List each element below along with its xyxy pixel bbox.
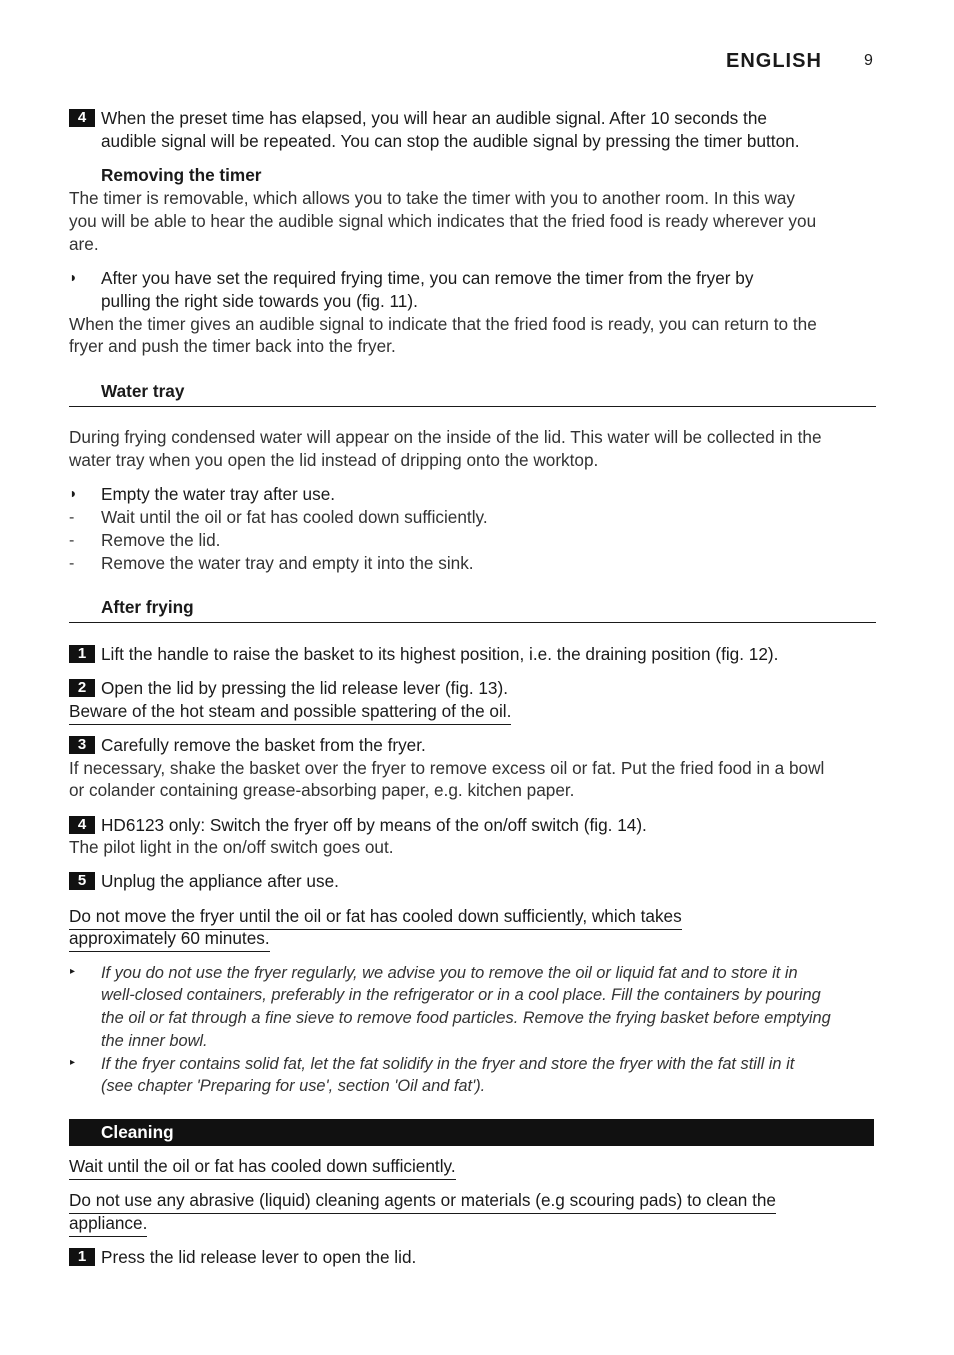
paragraph-line: The pilot light in the on/off switch goes out. <box>69 837 394 857</box>
paragraph-line: During frying condensed water will appear on the inside of the lid. This water will be collected in the <box>69 427 822 447</box>
dash-item: Remove the water tray and empty it into the sink. <box>101 553 474 573</box>
step-text: Open the lid by pressing the lid release lever (fig. 13). <box>101 678 508 698</box>
dash-item: Wait until the oil or fat has cooled down sufficiently. <box>101 507 488 527</box>
step-text: audible signal will be repeated. You can stop the audible signal by pressing the timer button. <box>101 131 800 151</box>
paragraph-line: are. <box>69 234 99 254</box>
paragraph-line: The timer is removable, which allows you to take the timer with you to another room. In this way <box>69 188 796 208</box>
warning-underlined: approximately 60 minutes. <box>69 927 270 952</box>
section-heading-after-frying: After frying <box>101 597 194 617</box>
tip-text: If the fryer contains solid fat, let the fat solidify in the fryer and store the fryer with the fat still in it <box>101 1055 795 1073</box>
section-heading-water-tray: Water tray <box>101 381 185 401</box>
paragraph-line: or colander containing grease-absorbing paper, e.g. kitchen paper. <box>69 780 575 800</box>
tip-text: the oil or fat through a fine sieve to remove food particles. Remove the frying basket before emptying <box>101 1009 831 1027</box>
step-number-badge: 1 <box>69 1248 95 1266</box>
dash-icon: - <box>69 555 75 572</box>
tip-icon: ▸ <box>70 1057 76 1068</box>
header-language: ENGLISH <box>726 50 822 72</box>
dash-item: Remove the lid. <box>101 530 221 550</box>
step-number-badge: 4 <box>69 816 95 834</box>
paragraph-line: water tray when you open the lid instead of dripping onto the worktop. <box>69 450 599 470</box>
step-text: When the preset time has elapsed, you will hear an audible signal. After 10 seconds the <box>101 108 767 128</box>
warning-underlined: Do not move the fryer until the oil or fat has cooled down sufficiently, which takes <box>69 905 682 930</box>
step-text: Carefully remove the basket from the fryer. <box>101 735 426 755</box>
dash-icon: - <box>69 509 75 526</box>
warning-text <box>69 1155 456 1180</box>
warning-text <box>69 927 270 952</box>
warning-underlined: appliance. <box>69 1212 147 1237</box>
paragraph-line: fryer and push the timer back into the fryer. <box>69 336 396 356</box>
bullet-icon: ◗ <box>69 485 78 501</box>
step-number-badge: 3 <box>69 736 95 754</box>
tip-icon: ▸ <box>70 966 76 977</box>
warning-text <box>69 700 511 725</box>
step-number-badge: 2 <box>69 679 95 697</box>
bullet-text: Empty the water tray after use. <box>101 484 336 504</box>
section-heading-cleaning: Cleaning <box>101 1122 174 1142</box>
step-text: Press the lid release lever to open the lid. <box>101 1247 417 1267</box>
warning-text <box>69 1189 776 1214</box>
step-text: Lift the handle to raise the basket to its highest position, i.e. the draining position (fig. 12). <box>101 644 779 664</box>
warning-underlined: Beware of the hot steam and possible spattering of the oil. <box>69 700 511 725</box>
bullet-text: After you have set the required frying time, you can remove the timer from the fryer by <box>101 268 754 288</box>
dash-icon: - <box>69 532 75 549</box>
warning-underlined: Do not use any abrasive (liquid) cleaning agents or materials (e.g scouring pads) to clean the <box>69 1189 776 1214</box>
paragraph-line: When the timer gives an audible signal to indicate that the fried food is ready, you can return to the <box>69 314 817 334</box>
warning-text <box>69 1212 147 1237</box>
bullet-icon: ◗ <box>69 269 78 285</box>
paragraph-line: you will be able to hear the audible signal which indicates that the fried food is ready wherever you <box>69 211 817 231</box>
tip-text: If you do not use the fryer regularly, we advise you to remove the oil or liquid fat and to store it in <box>101 964 798 982</box>
step-text: Unplug the appliance after use. <box>101 871 339 891</box>
section-divider <box>69 406 876 407</box>
section-divider <box>69 622 876 623</box>
bullet-text: pulling the right side towards you (fig. 11). <box>101 291 418 311</box>
step-number-badge: 5 <box>69 872 95 890</box>
paragraph-line: If necessary, shake the basket over the fryer to remove excess oil or fat. Put the fried food in a bowl <box>69 758 825 778</box>
page-number: 9 <box>864 52 873 69</box>
warning-underlined: Wait until the oil or fat has cooled down sufficiently. <box>69 1155 456 1180</box>
step-text: HD6123 only: Switch the fryer off by means of the on/off switch (fig. 14). <box>101 815 647 835</box>
step-number-badge: 1 <box>69 645 95 663</box>
tip-text: well-closed containers, preferably in the refrigerator or in a cool place. Fill the containers by pouring <box>101 986 821 1004</box>
tip-text: the inner bowl. <box>101 1032 208 1050</box>
subheading-removing-timer: Removing the timer <box>101 165 262 185</box>
section-banner-cleaning <box>69 1119 874 1146</box>
step-number-badge: 4 <box>69 109 95 127</box>
tip-text: (see chapter 'Preparing for use', section 'Oil and fat'). <box>101 1077 486 1095</box>
